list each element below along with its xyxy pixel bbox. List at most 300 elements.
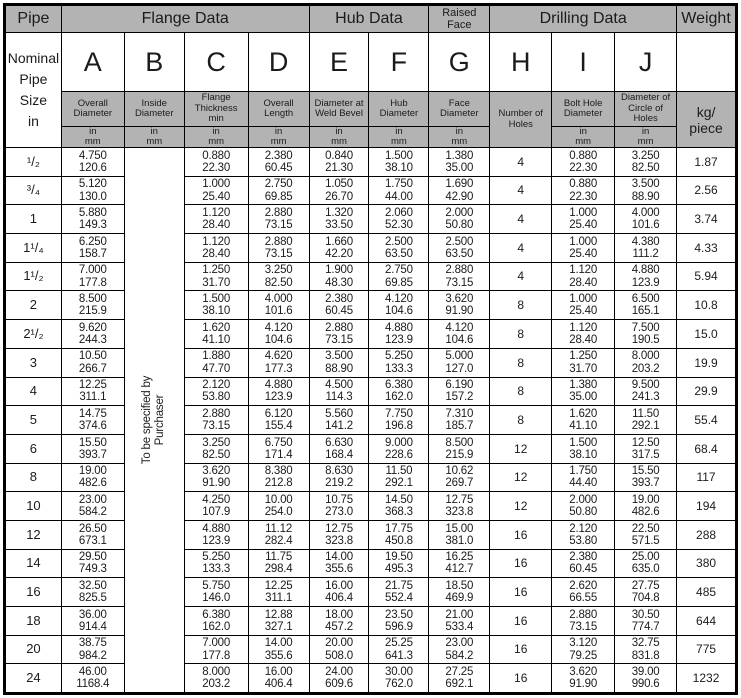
mm-value: 704.8 [631, 592, 660, 605]
bolt-circle-diameter-cell [615, 377, 677, 406]
mm-value: 25.40 [569, 219, 598, 232]
value-line: 8 [29, 469, 38, 485]
value-line: 117 [696, 470, 716, 485]
in-value: 16.00 [264, 666, 293, 679]
flange-thickness-cell [184, 320, 248, 349]
mm-value: 327.1 [264, 620, 293, 633]
value-line: 16 [514, 671, 528, 686]
mm-value: 533.4 [445, 620, 474, 633]
hub-diameter-cell [369, 664, 429, 694]
weld-bevel-diameter-cell [309, 607, 369, 636]
pipe-size-cell [5, 463, 62, 492]
hub-diameter-cell [369, 406, 429, 435]
in-value: 12.25 [264, 579, 293, 592]
overall-length-cell [248, 176, 309, 205]
in-value: 29.50 [78, 551, 107, 564]
bolt-circle-diameter-cell [615, 520, 677, 549]
face-diameter-cell [429, 406, 490, 435]
face-diameter-cell [429, 348, 490, 377]
flange-thickness-cell [184, 262, 248, 291]
weight-cell [677, 434, 737, 463]
table-row [5, 320, 737, 349]
number-of-holes-cell [490, 463, 552, 492]
in-value: 12.50 [631, 436, 660, 449]
pipe-size-cell [5, 320, 62, 349]
overall-diameter-cell [61, 176, 124, 205]
value-line: 16 [514, 613, 528, 628]
in-value: 24.00 [325, 666, 353, 679]
value-line: 380 [696, 556, 717, 571]
col-i-units: in mm [552, 127, 615, 148]
flange-thickness-cell [184, 607, 248, 636]
overall-diameter-cell [61, 492, 124, 521]
mm-value: 825.5 [78, 592, 107, 605]
bolt-circle-diameter-cell [615, 406, 677, 435]
mm-value: 31.70 [202, 276, 231, 289]
mm-value: 266.7 [78, 362, 107, 375]
in-value: 1.050 [325, 178, 353, 191]
overall-length-cell [248, 463, 309, 492]
mm-value: 774.7 [631, 620, 660, 633]
face-diameter-cell [429, 262, 490, 291]
table-row [5, 148, 737, 177]
weld-bevel-diameter-cell [309, 234, 369, 263]
table-header [5, 5, 737, 148]
table-row [5, 205, 737, 234]
mm-value: 149.3 [78, 219, 107, 232]
col-b-units: in mm [124, 127, 184, 148]
overall-length-cell [248, 148, 309, 177]
value-line: 12 [514, 498, 528, 513]
overall-length-cell [248, 434, 309, 463]
in-value: 6.380 [202, 608, 231, 621]
weight-group-header: Weight [677, 5, 737, 33]
flange-thickness-cell [184, 549, 248, 578]
in-value: 12.75 [325, 522, 353, 535]
value-line: 2¹/₂ [23, 325, 44, 341]
weld-bevel-diameter-cell [309, 348, 369, 377]
in-value: 2.750 [385, 264, 413, 277]
weight-cell [677, 549, 737, 578]
col-e-letter: E [309, 33, 369, 92]
mm-value: 584.2 [78, 506, 107, 519]
mm-value: 60.45 [569, 563, 598, 576]
mm-value: 47.70 [202, 362, 231, 375]
mm-value: 406.4 [325, 592, 353, 605]
mm-value: 41.10 [569, 420, 598, 433]
mm-value: 73.15 [445, 276, 474, 289]
mm-value: 212.8 [264, 477, 293, 490]
in-value: 22.50 [631, 522, 660, 535]
col-i-letter: I [552, 33, 615, 92]
value-line: 4 [517, 269, 525, 284]
mm-value: 101.6 [631, 219, 660, 232]
in-value: 16.00 [325, 579, 353, 592]
col-a-units: in mm [61, 127, 124, 148]
col-a-description: Overall Diameter [61, 92, 124, 127]
bolt-hole-diameter-cell [552, 607, 615, 636]
in-value: 38.75 [78, 637, 107, 650]
in-value: 4.500 [325, 379, 353, 392]
table-row [5, 635, 737, 664]
mm-value: 609.6 [325, 678, 353, 691]
in-value: 5.750 [202, 579, 231, 592]
bolt-circle-diameter-cell [615, 262, 677, 291]
weld-bevel-diameter-cell [309, 205, 369, 234]
in-value: 30.00 [385, 666, 413, 679]
mm-value: 162.0 [202, 620, 231, 633]
in-value: 1.750 [385, 178, 413, 191]
in-value: 10.75 [325, 493, 353, 506]
col-b-letter: B [124, 33, 184, 92]
mm-value: 38.10 [385, 161, 413, 174]
mm-value: 241.3 [631, 391, 660, 404]
in-value: 6.190 [445, 379, 474, 392]
value-line: 775 [696, 642, 717, 657]
in-value: 1.750 [569, 465, 598, 478]
mm-value: 91.90 [202, 477, 231, 490]
in-value: 3.250 [631, 149, 660, 162]
mm-value: 41.10 [202, 333, 231, 346]
in-value: 23.50 [385, 608, 413, 621]
value-line: 4 [517, 183, 525, 198]
weight-cell [677, 234, 737, 263]
mm-value: 104.6 [385, 305, 413, 318]
in-value: 1.500 [385, 149, 413, 162]
overall-length-cell [248, 607, 309, 636]
col-h-description: Number of Holes [490, 92, 552, 148]
in-value: 25.25 [385, 637, 413, 650]
mm-value: 254.0 [264, 506, 293, 519]
bolt-hole-diameter-cell [552, 434, 615, 463]
in-value: 1.120 [202, 235, 231, 248]
mm-value: 50.80 [569, 506, 598, 519]
in-value: 3.500 [631, 178, 660, 191]
pipe-size-cell [5, 635, 62, 664]
mm-value: 269.7 [445, 477, 474, 490]
in-value: 27.75 [631, 579, 660, 592]
overall-length-cell [248, 234, 309, 263]
face-diameter-cell [429, 205, 490, 234]
overall-diameter-cell [61, 320, 124, 349]
mm-value: 157.2 [445, 391, 474, 404]
mm-value: 311.1 [79, 391, 107, 404]
flange-thickness-cell [184, 520, 248, 549]
value-line: 4.33 [694, 240, 718, 255]
value-line: 55.4 [694, 412, 718, 427]
table-row [5, 520, 737, 549]
value-line: 16 [26, 584, 41, 600]
mm-value: 450.8 [385, 534, 413, 547]
in-value: 10.00 [264, 493, 293, 506]
in-value: 12.25 [78, 379, 107, 392]
bolt-circle-diameter-cell [615, 635, 677, 664]
mm-value: 203.2 [202, 678, 231, 691]
in-value: 6.750 [264, 436, 293, 449]
col-i-description: Bolt Hole Diameter [552, 92, 615, 127]
in-value: 1.120 [569, 321, 598, 334]
in-value: 9.000 [385, 436, 413, 449]
col-e-units: in mm [309, 127, 369, 148]
mm-value: 323.8 [445, 506, 474, 519]
bolt-circle-diameter-cell [615, 607, 677, 636]
number-of-holes-cell [490, 262, 552, 291]
weld-bevel-diameter-cell [309, 148, 369, 177]
in-value: 39.00 [631, 666, 660, 679]
weight-cell [677, 291, 737, 320]
number-of-holes-cell [490, 434, 552, 463]
value-line: 29.9 [694, 384, 718, 399]
weight-cell [677, 377, 737, 406]
col-f-units: in mm [369, 127, 429, 148]
mm-value: 50.80 [445, 219, 474, 232]
value-line: 1 [29, 211, 38, 227]
mm-value: 73.15 [264, 219, 293, 232]
in-value: 11.12 [265, 522, 293, 535]
overall-diameter-cell [61, 148, 124, 177]
weight-unit-line: piece [689, 119, 723, 136]
mm-value: 82.50 [264, 276, 293, 289]
face-diameter-cell [429, 320, 490, 349]
mm-value: 984.2 [78, 649, 107, 662]
mm-value: 28.40 [569, 276, 598, 289]
pipe-size-cell [5, 205, 62, 234]
weight-cell [677, 320, 737, 349]
in-value: 8.380 [264, 465, 293, 478]
bolt-circle-diameter-cell [615, 205, 677, 234]
col-g-units: in mm [429, 127, 490, 148]
weld-bevel-diameter-cell [309, 291, 369, 320]
mm-value: 177.3 [264, 362, 293, 375]
in-value: 1.000 [569, 293, 598, 306]
weld-bevel-diameter-cell [309, 176, 369, 205]
mm-value: 228.6 [385, 448, 413, 461]
face-diameter-cell [429, 635, 490, 664]
flange-thickness-cell [184, 406, 248, 435]
drilling-data-group-header: Drilling Data [490, 5, 677, 33]
pipe-size-cell [5, 406, 62, 435]
overall-length-cell [248, 205, 309, 234]
in-value: 3.250 [202, 436, 231, 449]
weld-bevel-diameter-cell [309, 664, 369, 694]
mm-value: 104.6 [264, 333, 293, 346]
mm-value: 52.30 [385, 219, 413, 232]
mm-value: 127.0 [445, 362, 474, 375]
overall-length-cell [248, 492, 309, 521]
hub-diameter-cell [369, 578, 429, 607]
weld-bevel-diameter-cell [309, 434, 369, 463]
in-value: 7.310 [445, 407, 474, 420]
mm-value: 25.40 [202, 190, 231, 203]
in-value: 6.380 [385, 379, 413, 392]
number-of-holes-cell [490, 377, 552, 406]
bolt-hole-diameter-cell [552, 320, 615, 349]
value-line: 3 [29, 354, 38, 370]
pipe-size-cell [5, 520, 62, 549]
bolt-circle-diameter-cell [615, 549, 677, 578]
mm-value: 101.6 [264, 305, 293, 318]
flange-thickness-cell [184, 578, 248, 607]
in-value: 11.50 [385, 465, 413, 478]
overall-length-cell [248, 635, 309, 664]
bolt-hole-diameter-cell [552, 463, 615, 492]
in-value: 2.500 [445, 235, 474, 248]
mm-value: 219.2 [325, 477, 353, 490]
face-diameter-cell [429, 176, 490, 205]
in-value: 1.900 [325, 264, 353, 277]
mm-value: 42.20 [325, 247, 353, 260]
overall-diameter-cell [61, 205, 124, 234]
mm-value: 298.4 [264, 563, 293, 576]
in-value: 2.880 [202, 407, 231, 420]
value-line: 10 [26, 497, 41, 513]
mm-value: 393.7 [78, 448, 107, 461]
pipe-size-cell [5, 176, 62, 205]
value-line: 3.74 [694, 212, 718, 227]
overall-length-cell [248, 406, 309, 435]
mm-value: 26.70 [325, 190, 353, 203]
col-c-letter: C [184, 33, 248, 92]
in-value: 2.880 [445, 264, 474, 277]
hub-diameter-cell [369, 635, 429, 664]
weld-bevel-diameter-cell [309, 406, 369, 435]
hub-diameter-cell [369, 607, 429, 636]
in-value: 4.880 [385, 321, 413, 334]
weight-cell [677, 176, 737, 205]
in-value: 6.500 [631, 293, 660, 306]
col-g-letter: G [429, 33, 490, 92]
in-value: 17.75 [385, 522, 413, 535]
value-line: 19.9 [694, 355, 718, 370]
hub-diameter-cell [369, 148, 429, 177]
face-diameter-cell [429, 578, 490, 607]
in-value: 15.50 [78, 436, 107, 449]
mm-value: 673.1 [78, 534, 107, 547]
value-line: 4 [29, 383, 38, 399]
weld-bevel-diameter-cell [309, 377, 369, 406]
face-diameter-cell [429, 664, 490, 694]
value-line: 18 [26, 612, 41, 628]
mm-value: 42.90 [445, 190, 474, 203]
mm-value: 641.3 [385, 649, 413, 662]
flange-thickness-cell [184, 348, 248, 377]
value-line: 1.87 [694, 154, 718, 169]
in-value: 1.250 [569, 350, 598, 363]
in-value: 4.250 [202, 493, 231, 506]
mm-value: 282.4 [264, 534, 293, 547]
number-of-holes-cell [490, 176, 552, 205]
bolt-hole-diameter-cell [552, 291, 615, 320]
in-value: 12.88 [264, 608, 293, 621]
mm-value: 196.8 [385, 420, 413, 433]
overall-length-cell [248, 520, 309, 549]
bolt-hole-diameter-cell [552, 520, 615, 549]
col-g-description: Face Diameter [429, 92, 490, 127]
in-value: 32.75 [631, 637, 660, 650]
mm-value: 48.30 [325, 276, 353, 289]
in-value: 2.880 [325, 321, 353, 334]
table-row [5, 578, 737, 607]
in-value: 26.50 [78, 522, 107, 535]
mm-value: 482.6 [78, 477, 107, 490]
overall-length-cell [248, 549, 309, 578]
overall-length-cell [248, 664, 309, 694]
col-j-letter: J [615, 33, 677, 92]
in-value: 5.250 [202, 551, 231, 564]
weight-cell [677, 492, 737, 521]
overall-diameter-cell [61, 578, 124, 607]
hub-data-group-header: Hub Data [309, 5, 429, 33]
value-line: 194 [696, 498, 717, 513]
overall-diameter-cell [61, 406, 124, 435]
in-value: 1.250 [202, 264, 231, 277]
in-value: 1.500 [569, 436, 598, 449]
mm-value: 44.00 [385, 190, 413, 203]
weight-cell [677, 578, 737, 607]
value-line: 8 [517, 298, 525, 313]
face-diameter-cell [429, 492, 490, 521]
in-value: 21.75 [385, 579, 413, 592]
number-of-holes-cell [490, 406, 552, 435]
number-of-holes-cell [490, 348, 552, 377]
in-value: 19.00 [78, 465, 107, 478]
value-line: 485 [696, 585, 717, 600]
number-of-holes-cell [490, 205, 552, 234]
mm-value: 368.3 [385, 506, 413, 519]
bolt-hole-diameter-cell [552, 176, 615, 205]
mm-value: 66.55 [569, 592, 598, 605]
in-value: 10.62 [445, 465, 474, 478]
value-line: 5.94 [694, 269, 718, 284]
bolt-circle-diameter-cell [615, 348, 677, 377]
table-row [5, 434, 737, 463]
col-d-units: in mm [248, 127, 309, 148]
in-value: 27.25 [445, 666, 474, 679]
mm-value: 25.40 [569, 305, 598, 318]
weight-cell [677, 635, 737, 664]
in-value: 14.00 [325, 551, 353, 564]
in-value: 11.75 [265, 551, 293, 564]
mm-value: 311.1 [265, 592, 293, 605]
flange-thickness-cell [184, 434, 248, 463]
value-line: 16 [514, 642, 528, 657]
value-line: 12 [26, 526, 41, 542]
pipe-size-cell [5, 234, 62, 263]
number-of-holes-cell [490, 664, 552, 694]
mm-value: 88.90 [325, 362, 353, 375]
mm-value: 831.8 [631, 649, 660, 662]
raised-face-group-header: Raised Face [429, 5, 490, 33]
in-value: 4.000 [264, 293, 293, 306]
bolt-hole-diameter-cell [552, 148, 615, 177]
mm-value: 355.6 [325, 563, 353, 576]
hub-diameter-cell [369, 234, 429, 263]
mm-value: 317.5 [631, 448, 660, 461]
in-value: 1.380 [569, 379, 598, 392]
mm-value: 273.0 [325, 506, 353, 519]
bolt-circle-diameter-cell [615, 148, 677, 177]
mm-value: 91.90 [445, 305, 474, 318]
in-value: 2.380 [569, 551, 598, 564]
number-of-holes-cell [490, 291, 552, 320]
in-value: 20.00 [325, 637, 353, 650]
face-diameter-cell [429, 377, 490, 406]
flange-thickness-cell [184, 148, 248, 177]
in-value: 23.00 [78, 493, 107, 506]
bolt-hole-diameter-cell [552, 205, 615, 234]
mm-value: 990.6 [631, 678, 660, 691]
in-value: 1.690 [445, 178, 474, 191]
